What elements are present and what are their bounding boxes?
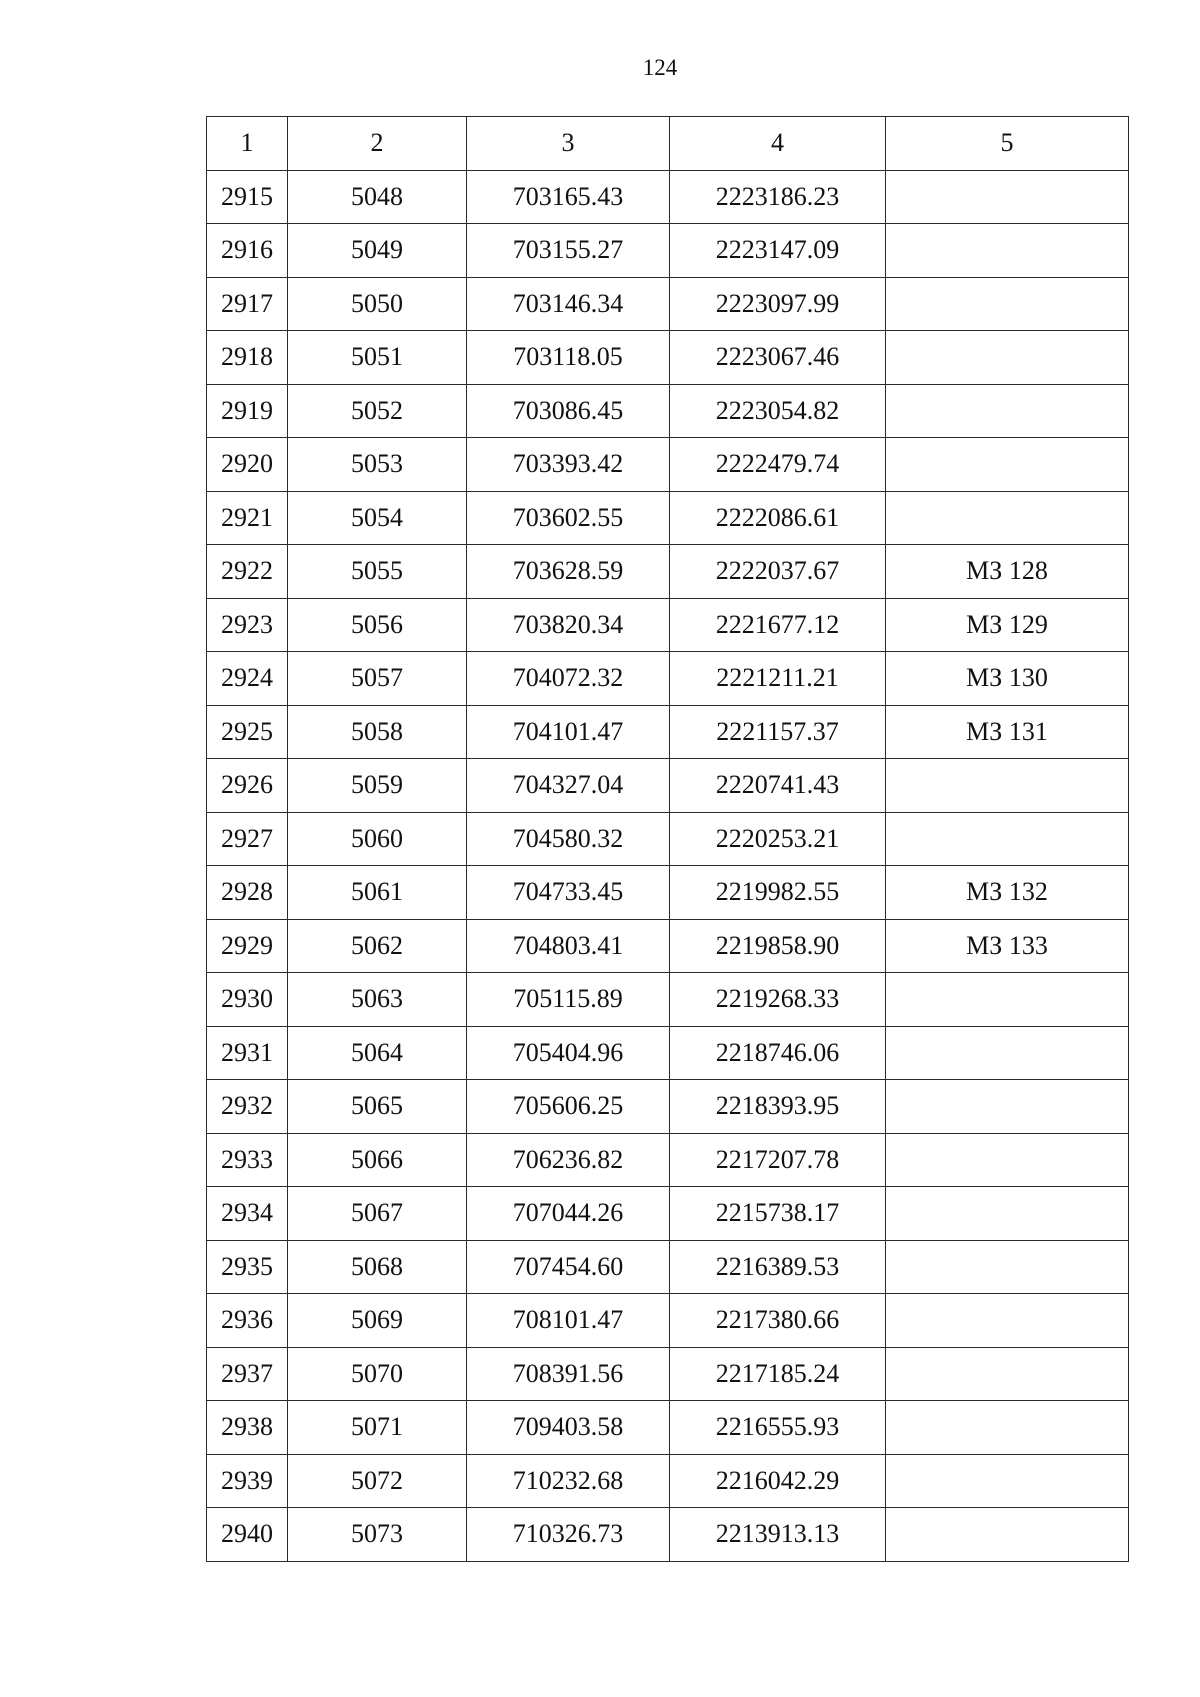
point-number-cell: 5058: [288, 705, 467, 759]
point-number-cell: 5062: [288, 919, 467, 973]
row-index-cell: 2935: [207, 1240, 288, 1294]
row-index-cell: 2928: [207, 866, 288, 920]
coordinate-y-cell: 2222086.61: [670, 491, 886, 545]
point-number-cell: 5056: [288, 598, 467, 652]
table-row: [207, 919, 1129, 973]
row-index-cell: 2924: [207, 652, 288, 706]
table-row: [207, 545, 1129, 599]
coordinate-y-cell: 2220741.43: [670, 759, 886, 813]
coordinate-x-cell: 705404.96: [467, 1026, 670, 1080]
coordinate-x-cell: 705115.89: [467, 973, 670, 1027]
coordinate-x-cell: 707454.60: [467, 1240, 670, 1294]
table-row: [207, 331, 1129, 385]
coordinate-y-cell: 2213913.13: [670, 1508, 886, 1562]
coordinate-y-cell: 2216389.53: [670, 1240, 886, 1294]
table-row: [207, 759, 1129, 813]
table-row: [207, 1133, 1129, 1187]
row-index-cell: 2919: [207, 384, 288, 438]
marker-note-cell: [886, 1187, 1129, 1241]
row-index-cell: 2920: [207, 438, 288, 492]
coordinate-y-cell: 2217185.24: [670, 1347, 886, 1401]
point-number-cell: 5066: [288, 1133, 467, 1187]
coordinate-y-cell: 2221211.21: [670, 652, 886, 706]
point-number-cell: 5053: [288, 438, 467, 492]
point-number-cell: 5067: [288, 1187, 467, 1241]
point-number-cell: 5054: [288, 491, 467, 545]
table-row: [207, 973, 1129, 1027]
row-index-cell: 2931: [207, 1026, 288, 1080]
coordinate-y-cell: 2219982.55: [670, 866, 886, 920]
point-number-cell: 5059: [288, 759, 467, 813]
coordinate-x-cell: 703628.59: [467, 545, 670, 599]
coordinate-x-cell: 704803.41: [467, 919, 670, 973]
row-index-cell: 2915: [207, 170, 288, 224]
table-row: [207, 1454, 1129, 1508]
marker-note-cell: [886, 1080, 1129, 1134]
table-row: [207, 598, 1129, 652]
coordinate-y-cell: 2220253.21: [670, 812, 886, 866]
point-number-cell: 5073: [288, 1508, 467, 1562]
row-index-cell: 2934: [207, 1187, 288, 1241]
point-number-cell: 5049: [288, 224, 467, 278]
coordinate-x-cell: 704101.47: [467, 705, 670, 759]
coordinate-y-cell: 2216042.29: [670, 1454, 886, 1508]
table-row: [207, 866, 1129, 920]
marker-note-cell: [886, 759, 1129, 813]
coordinate-y-cell: 2218393.95: [670, 1080, 886, 1134]
row-index-cell: 2933: [207, 1133, 288, 1187]
coordinate-x-cell: 709403.58: [467, 1401, 670, 1455]
point-number-cell: 5051: [288, 331, 467, 385]
coordinates-table: [206, 116, 1129, 1562]
coordinate-x-cell: 706236.82: [467, 1133, 670, 1187]
point-number-cell: 5048: [288, 170, 467, 224]
page-number: 124: [642, 55, 678, 80]
row-index-cell: 2932: [207, 1080, 288, 1134]
column-header-5: 5: [886, 117, 1129, 171]
marker-note-cell: [886, 438, 1129, 492]
coordinate-y-cell: 2218746.06: [670, 1026, 886, 1080]
column-header-3: 3: [467, 117, 670, 171]
point-number-cell: 5060: [288, 812, 467, 866]
point-number-cell: 5063: [288, 973, 467, 1027]
marker-note-cell: [886, 1401, 1129, 1455]
coordinate-x-cell: 710232.68: [467, 1454, 670, 1508]
table-body: [207, 170, 1129, 1561]
point-number-cell: 5069: [288, 1294, 467, 1348]
table-row: [207, 705, 1129, 759]
point-number-cell: 5055: [288, 545, 467, 599]
row-index-cell: 2926: [207, 759, 288, 813]
coordinate-x-cell: 703155.27: [467, 224, 670, 278]
row-index-cell: 2923: [207, 598, 288, 652]
marker-note-cell: [886, 1240, 1129, 1294]
coordinate-x-cell: 703602.55: [467, 491, 670, 545]
table-row: [207, 1401, 1129, 1455]
row-index-cell: 2922: [207, 545, 288, 599]
table-row: [207, 384, 1129, 438]
table-row: [207, 812, 1129, 866]
point-number-cell: 5057: [288, 652, 467, 706]
marker-note-cell: МЗ 131: [886, 705, 1129, 759]
coordinate-y-cell: 2223054.82: [670, 384, 886, 438]
column-header-1: 1: [207, 117, 288, 171]
marker-note-cell: МЗ 128: [886, 545, 1129, 599]
coordinate-x-cell: 703118.05: [467, 331, 670, 385]
marker-note-cell: [886, 491, 1129, 545]
marker-note-cell: [886, 384, 1129, 438]
marker-note-cell: МЗ 130: [886, 652, 1129, 706]
marker-note-cell: [886, 1347, 1129, 1401]
marker-note-cell: [886, 812, 1129, 866]
table-row: [207, 224, 1129, 278]
coordinate-x-cell: 703146.34: [467, 277, 670, 331]
marker-note-cell: [886, 277, 1129, 331]
point-number-cell: 5050: [288, 277, 467, 331]
row-index-cell: 2938: [207, 1401, 288, 1455]
coordinate-x-cell: 708391.56: [467, 1347, 670, 1401]
marker-note-cell: [886, 1133, 1129, 1187]
marker-note-cell: [886, 224, 1129, 278]
table-row: [207, 1080, 1129, 1134]
row-index-cell: 2936: [207, 1294, 288, 1348]
coordinate-x-cell: 704327.04: [467, 759, 670, 813]
marker-note-cell: [886, 973, 1129, 1027]
column-header-4: 4: [670, 117, 886, 171]
coordinate-x-cell: 704072.32: [467, 652, 670, 706]
coordinate-x-cell: 704733.45: [467, 866, 670, 920]
row-index-cell: 2916: [207, 224, 288, 278]
point-number-cell: 5064: [288, 1026, 467, 1080]
coordinate-y-cell: 2219268.33: [670, 973, 886, 1027]
coordinate-y-cell: 2221157.37: [670, 705, 886, 759]
table-header: [207, 117, 1129, 171]
coordinate-x-cell: 705606.25: [467, 1080, 670, 1134]
table-row: [207, 1294, 1129, 1348]
row-index-cell: 2925: [207, 705, 288, 759]
coordinate-x-cell: 704580.32: [467, 812, 670, 866]
coordinate-y-cell: 2219858.90: [670, 919, 886, 973]
point-number-cell: 5071: [288, 1401, 467, 1455]
table-row: [207, 1187, 1129, 1241]
marker-note-cell: МЗ 133: [886, 919, 1129, 973]
table-row: [207, 438, 1129, 492]
marker-note-cell: МЗ 129: [886, 598, 1129, 652]
row-index-cell: 2921: [207, 491, 288, 545]
coordinate-y-cell: 2215738.17: [670, 1187, 886, 1241]
row-index-cell: 2930: [207, 973, 288, 1027]
column-header-2: 2: [288, 117, 467, 171]
point-number-cell: 5068: [288, 1240, 467, 1294]
table-row: [207, 1026, 1129, 1080]
point-number-cell: 5070: [288, 1347, 467, 1401]
coordinate-y-cell: 2222037.67: [670, 545, 886, 599]
coordinate-y-cell: 2222479.74: [670, 438, 886, 492]
marker-note-cell: [886, 1026, 1129, 1080]
marker-note-cell: [886, 1508, 1129, 1562]
marker-note-cell: [886, 1294, 1129, 1348]
marker-note-cell: [886, 170, 1129, 224]
row-index-cell: 2937: [207, 1347, 288, 1401]
row-index-cell: 2929: [207, 919, 288, 973]
point-number-cell: 5061: [288, 866, 467, 920]
coordinate-y-cell: 2221677.12: [670, 598, 886, 652]
coordinate-y-cell: 2223147.09: [670, 224, 886, 278]
table-row: [207, 277, 1129, 331]
table-row: [207, 1240, 1129, 1294]
point-number-cell: 5065: [288, 1080, 467, 1134]
table-row: [207, 170, 1129, 224]
coordinate-x-cell: 703820.34: [467, 598, 670, 652]
coordinate-y-cell: 2223186.23: [670, 170, 886, 224]
coordinate-x-cell: 708101.47: [467, 1294, 670, 1348]
coordinate-y-cell: 2216555.93: [670, 1401, 886, 1455]
coordinate-y-cell: 2217207.78: [670, 1133, 886, 1187]
row-index-cell: 2940: [207, 1508, 288, 1562]
coordinate-y-cell: 2217380.66: [670, 1294, 886, 1348]
table-row: [207, 652, 1129, 706]
table-row: [207, 1508, 1129, 1562]
row-index-cell: 2917: [207, 277, 288, 331]
coordinate-y-cell: 2223067.46: [670, 331, 886, 385]
header-row: [207, 117, 1129, 171]
point-number-cell: 5072: [288, 1454, 467, 1508]
marker-note-cell: [886, 1454, 1129, 1508]
coordinate-x-cell: 703086.45: [467, 384, 670, 438]
coordinate-y-cell: 2223097.99: [670, 277, 886, 331]
row-index-cell: 2918: [207, 331, 288, 385]
row-index-cell: 2927: [207, 812, 288, 866]
table-row: [207, 1347, 1129, 1401]
row-index-cell: 2939: [207, 1454, 288, 1508]
coordinate-x-cell: 710326.73: [467, 1508, 670, 1562]
table-row: [207, 491, 1129, 545]
coordinate-x-cell: 707044.26: [467, 1187, 670, 1241]
point-number-cell: 5052: [288, 384, 467, 438]
coordinate-x-cell: 703165.43: [467, 170, 670, 224]
marker-note-cell: МЗ 132: [886, 866, 1129, 920]
coordinate-x-cell: 703393.42: [467, 438, 670, 492]
marker-note-cell: [886, 331, 1129, 385]
